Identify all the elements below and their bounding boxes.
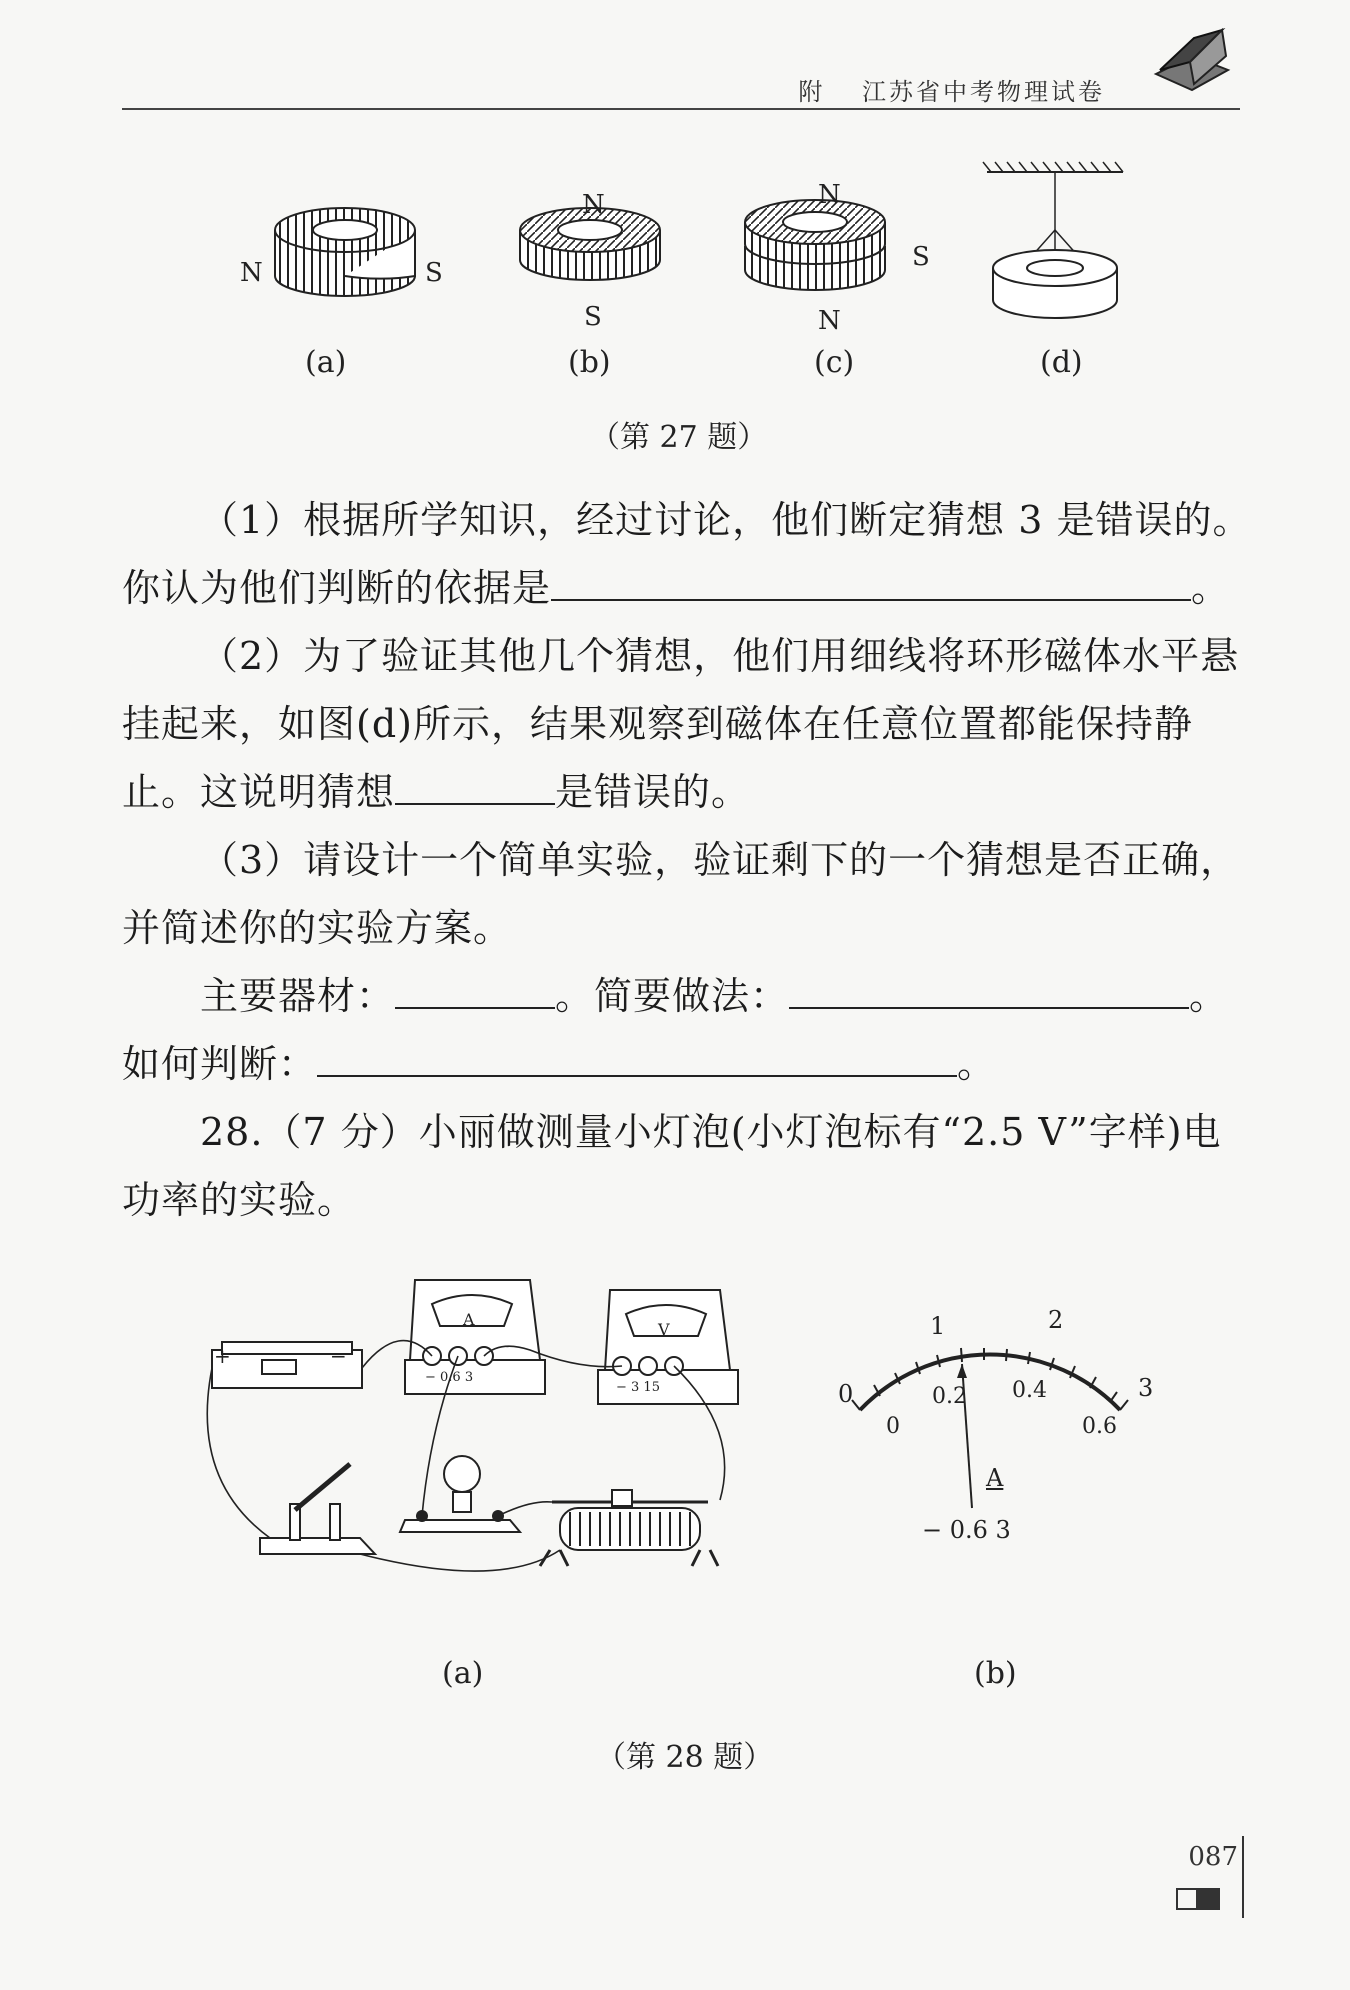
dial-lower-02: 0.2: [932, 1384, 967, 1409]
q28-line1: 28.（7 分）小丽做测量小灯泡(小灯泡标有“2.5 V”字样)电: [200, 1110, 1222, 1154]
dial-unit: A: [986, 1464, 1004, 1492]
pole-a-left: N: [240, 258, 263, 288]
answer-blank-2[interactable]: [395, 775, 555, 805]
dial-upper-2: 2: [1048, 1306, 1064, 1334]
footer-vertical-rule: [1242, 1836, 1244, 1918]
book-icon: [1152, 26, 1232, 96]
figure-28-caption: （第 28 题）: [596, 1740, 774, 1775]
q27-p3-line2: 并简述你的实验方案。: [122, 906, 513, 950]
dial-lower-06: 0.6: [1082, 1414, 1117, 1439]
period: 。: [1189, 974, 1229, 1018]
subfig-28b-label: (b): [974, 1656, 1017, 1691]
dial-upper-0: 0: [838, 1380, 854, 1408]
voltmeter-terminals-label: − 3 15: [616, 1380, 660, 1395]
pole-b-top: N: [582, 190, 605, 220]
subfig-28a-label: (a): [442, 1656, 484, 1691]
q28-line2: 功率的实验。: [122, 1178, 357, 1222]
subfig-27c-label: (c): [814, 345, 855, 380]
q27-p2-line2: 挂起来，如图(d)所示，结果观察到磁体在任意位置都能保持静: [122, 702, 1193, 746]
q27-judge-line: [122, 1044, 1242, 1084]
materials-label: 主要器材：: [200, 974, 396, 1018]
answer-blank-materials[interactable]: [395, 979, 555, 1009]
q27-p2-line1: （2）为了验证其他几个猜想，他们用细线将环形磁体水平悬: [200, 634, 1240, 678]
q27-p1-line1: （1）根据所学知识，经过讨论，他们断定猜想 3 是错误的。: [200, 498, 1252, 542]
switch: [260, 1464, 375, 1554]
dial-lower-04: 0.4: [1012, 1378, 1047, 1403]
pole-c-right: S: [912, 242, 930, 272]
lamp: [400, 1456, 520, 1532]
pole-c-bottom: N: [818, 306, 841, 336]
q27-p2-line3a: 止。这说明猜想: [122, 770, 396, 814]
page-number: 087: [1188, 1842, 1238, 1872]
q27-p1-line2-text: 你认为他们判断的依据是: [122, 566, 552, 610]
q27-materials-line: [122, 976, 1320, 1016]
subfig-27d-label: (d): [1040, 345, 1083, 380]
figure-28a-circuit: [200, 1260, 760, 1620]
judge-label: 如何判断：: [122, 1042, 318, 1086]
voltmeter-symbol: V: [658, 1320, 670, 1339]
rheostat: [540, 1490, 718, 1566]
dial-terminals: − 0.6 3: [922, 1516, 1011, 1544]
footer-hollow-square: [1176, 1888, 1198, 1910]
q27-p2-line3b: 是错误的。: [555, 770, 751, 814]
header-rule: [122, 108, 1240, 110]
header-title: 江苏省中考物理试卷: [862, 78, 1105, 106]
answer-blank-method[interactable]: [789, 979, 1189, 1009]
pole-c-top: N: [818, 180, 841, 210]
footer-filled-square: [1198, 1888, 1220, 1910]
magnet-a: [275, 208, 415, 296]
subfig-27b-label: (b): [568, 345, 611, 380]
method-label: 。简要做法：: [555, 974, 790, 1018]
q27-p3-line1: （3）请设计一个简单实验，验证剩下的一个猜想是否正确，: [200, 838, 1240, 882]
answer-blank-judge[interactable]: [317, 1047, 957, 1077]
running-header: [798, 72, 1105, 107]
figure-27-caption: （第 27 题）: [590, 420, 768, 455]
magnet-c: [745, 200, 885, 290]
period: 。: [1191, 566, 1231, 610]
dial-lower-0: 0: [886, 1414, 900, 1439]
dial-upper-1: 1: [930, 1312, 946, 1340]
header-label: 附: [798, 78, 826, 106]
pole-a-right: S: [425, 258, 443, 288]
answer-blank-1[interactable]: [551, 571, 1191, 601]
battery-plus-label: +: [214, 1344, 231, 1368]
q27-p2-line3: [122, 772, 1242, 812]
ammeter-symbol: A: [463, 1310, 475, 1329]
pole-b-bottom: S: [584, 302, 602, 332]
q27-p1-line2: [122, 568, 1242, 608]
period: 。: [957, 1042, 997, 1086]
magnet-d-hanging: [983, 162, 1123, 318]
battery-minus-label: −: [330, 1344, 347, 1368]
subfig-27a-label: (a): [305, 345, 347, 380]
ammeter-terminals-label: − 0.6 3: [425, 1370, 474, 1385]
dial-upper-3: 3: [1138, 1374, 1154, 1402]
figure-27-magnets: [215, 160, 1135, 360]
